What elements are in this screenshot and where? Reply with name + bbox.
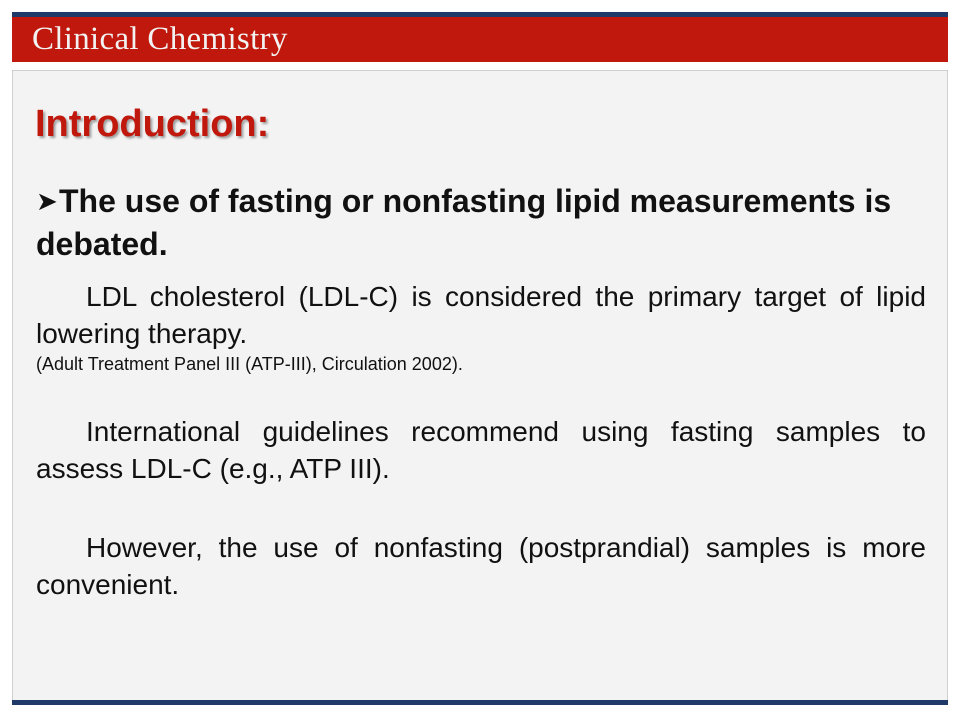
header-title: Clinical Chemistry: [32, 21, 288, 57]
bullet-point: [36, 180, 916, 266]
paragraph-1-text: LDL cholesterol (LDL-C) is considered the primary target of lipid lowering therapy.: [36, 281, 926, 349]
citation: (Adult Treatment Panel III (ATP-III), Circulation 2002).: [36, 354, 463, 374]
arrow-bullet-icon: ➤: [36, 186, 58, 216]
bullet-text: The use of fasting or nonfasting lipid measurements is debated.: [36, 183, 892, 262]
paragraph-3-text: However, the use of nonfasting (postprandial) samples is more convenient.: [36, 532, 926, 600]
paragraph-2-text: International guidelines recommend using fasting samples to assess LDL-C (e.g., ATP III).: [36, 416, 926, 484]
bottom-rule: [12, 700, 948, 705]
content-panel: [12, 70, 948, 702]
paragraph-guidelines: [36, 413, 926, 487]
paragraph-nonfasting: [36, 529, 926, 603]
header-bar: [12, 17, 948, 62]
slide-heading: Introduction:: [35, 103, 270, 145]
paragraph-ldl-target: [36, 278, 926, 352]
